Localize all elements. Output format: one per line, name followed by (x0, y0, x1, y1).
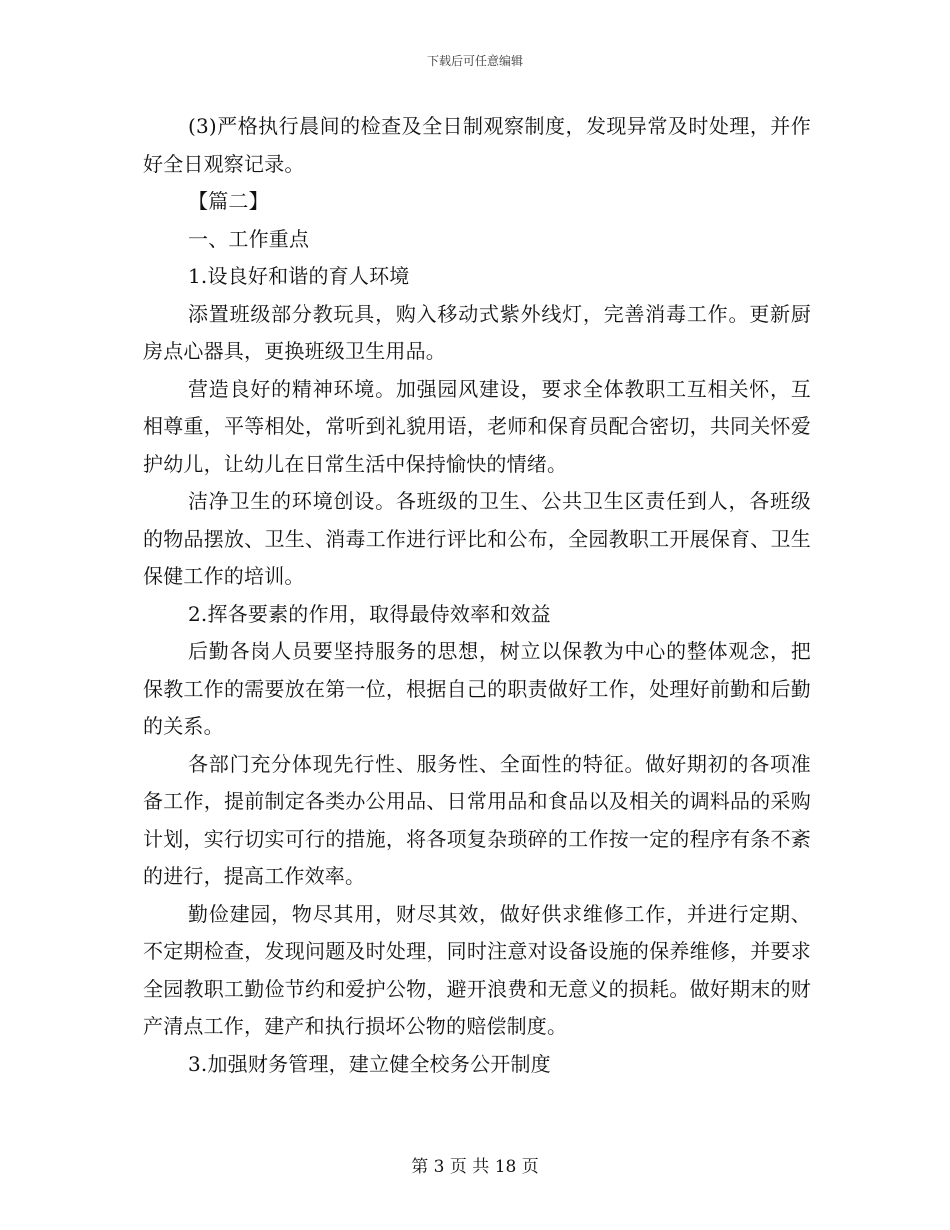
paragraph: 营造良好的精神环境。加强园风建设，要求全体教职工互相关怀，互相尊重，平等相处，常听到礼貌用语，老师和保育员配合密切，共同关怀爱护幼儿，让幼儿在日常生活中保持愉快的情绪。 (143, 376, 811, 476)
subsection-heading: 3.加强财务管理，建立健全校务公开制度 (188, 1051, 551, 1076)
paragraph: 洁净卫生的环境创设。各班级的卫生、公共卫生区责任到人，各班级的物品摆放、卫生、消毒工作进行评比和公布，全园教职工开展保育、卫生保健工作的培训。 (143, 489, 811, 588)
section-heading: 【篇二】 (188, 189, 269, 213)
paragraph: 后勤各岗人员要坚持服务的思想，树立以保教为中心的整体观念，把保教工作的需要放在第一位，根据自己的职责做好工作，处理好前勤和后勤的关系。 (143, 639, 811, 738)
page-indicator: 第 3 页 共 18 页 (411, 1157, 539, 1177)
section-heading: 一、工作重点 (188, 226, 310, 251)
paragraph: (3)严格执行晨间的检查及全日制观察制度，发现异常及时处理，并作好全日观察记录。 (143, 114, 811, 176)
header-note: 下载后可任意编辑 (426, 54, 523, 68)
paragraph: 各部门充分体现先行性、服务性、全面性的特征。做好期初的各项准备工作，提前制定各类办公用品、日常用品和食品以及相关的调料品的采购计划，实行切实可行的措施，将各项复杂琐碎的工作按一定的程序有条不紊的进行，提高工作效率。 (143, 751, 811, 888)
document-body (143, 108, 811, 1083)
paragraph: 添置班级部分教玩具，购入移动式紫外线灯，完善消毒工作。更新厨房点心器具，更换班级卫生用品。 (143, 301, 811, 363)
paragraph: 勤俭建园，物尽其用，财尽其效，做好供求维修工作，并进行定期、不定期检查，发现问题及时处理，同时注意对设备设施的保养维修，并要求全园教职工勤俭节约和爱护公物，避开浪费和无意义的损耗。做好期末的财产清点工作，建产和执行损坏公物的赔偿制度。 (143, 901, 811, 1038)
subsection-heading: 1.设良好和谐的育人环境 (188, 264, 410, 288)
subsection-heading: 2.挥各要素的作用，取得最侍效率和效益 (188, 601, 551, 626)
